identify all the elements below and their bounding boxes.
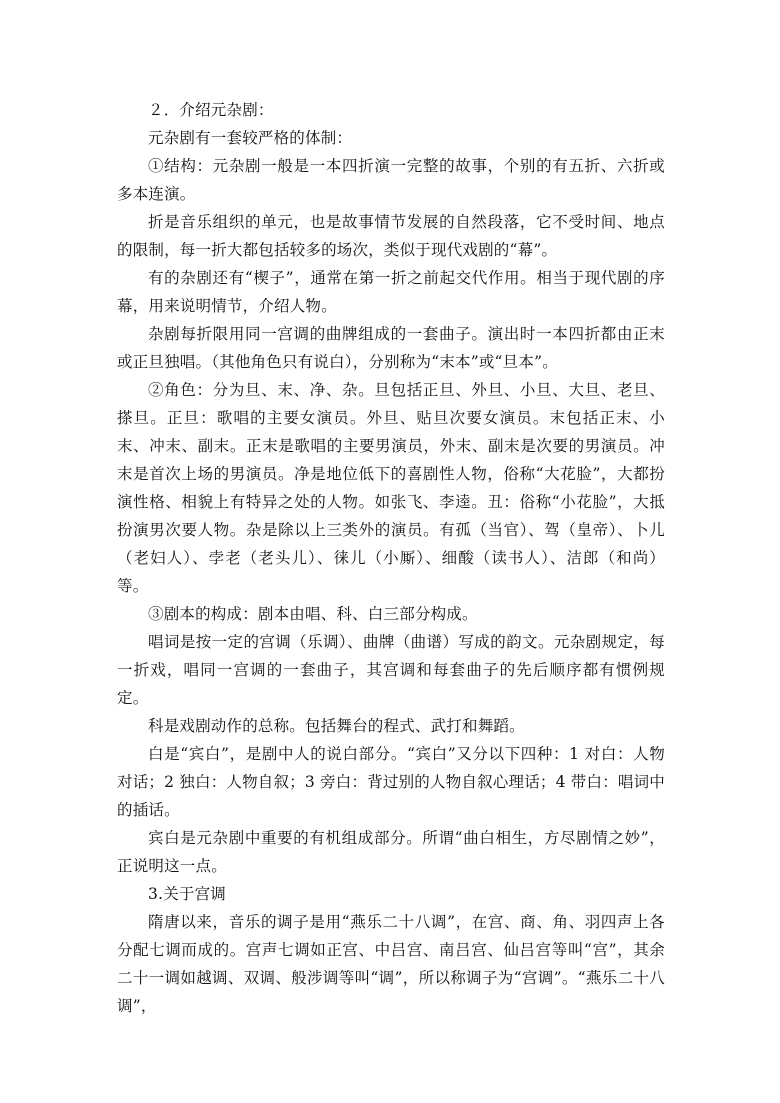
paragraph-zhe-unit: 折是音乐组织的单元，也是故事情节发展的自然段落，它不受时间、地点的限制，每一折大都包括较多的场次，类似于现代戏剧的“幕”。: [117, 213, 665, 259]
paragraph-binbai: 白是“宾白”，是剧中人的说白部分。“宾白”又分以下四种：1 对白：人物对话；2 独白：人物自叙；3 旁白：背过别的人物自叙心理话；4 带白：唱词中的插话。: [117, 745, 665, 819]
paragraph-ke: 科是戏剧动作的总称。包括舞台的程式、武打和舞蹈。: [148, 717, 525, 735]
paragraph-xiezi: 有的杂剧还有“楔子”，通常在第一折之前起交代作用。相当于现代剧的序幕，用来说明情节，介绍人物。: [117, 269, 665, 315]
document-body: [117, 96, 665, 1020]
paragraph-lyrics: 唱词是按一定的宫调（乐调）、曲牌（曲谱）写成的韵文。元杂剧规定，每一折戏，唱同一宫调的一套曲子，其宫调和每套曲子的先后顺序都有惯例规定。: [117, 633, 665, 707]
heading-gongdiao: 3.关于宫调: [148, 885, 226, 903]
heading-introduce-yuan-zaju: ２．介绍元杂剧：: [148, 101, 274, 119]
paragraph-system-intro: 元杂剧有一套较严格的体制：: [148, 129, 353, 147]
paragraph-binbai-importance: 宾白是元杂剧中重要的有机组成部分。所谓“曲白相生，方尽剧情之妙”，正说明这一点。: [117, 829, 665, 875]
paragraph-script-composition: ③剧本的构成：剧本由唱、科、白三部分构成。: [148, 605, 478, 623]
paragraph-structure: ①结构：元杂剧一般是一本四折演一完整的故事，个别的有五折、六折或多本连演。: [117, 157, 665, 203]
paragraph-gongdiao: 隋唐以来，音乐的调子是用“燕乐二十八调”，在宫、商、角、羽四声上各分配七调而成的。宫声七调如正宫、中吕宫、南吕宫、仙吕宫等叫“宫”，其余二十一调如越调、双调、般涉调等叫“调”，所以称调子为“宫调”。“燕乐二十八调”，: [117, 913, 665, 1015]
paragraph-qupai: 杂剧每折限用同一宫调的曲牌组成的一套曲子。演出时一本四折都由正末或正旦独唱。（其他角色只有说白），分别称为“末本”或“旦本”。: [117, 325, 665, 371]
paragraph-roles: ②角色：分为旦、末、净、杂。旦包括正旦、外旦、小旦、大旦、老旦、搽旦。正旦：歌唱的主要女演员。外旦、贴旦次要女演员。末包括正末、小末、冲末、副末。正末是歌唱的主要男演员，外末、副末是次要的男演员。冲末是首次上场的男演员。净是地位低下的喜剧性人物，俗称“大花脸”，大都扮演性格、相貌上有特异之处的人物。如张飞、李逵。丑：俗称“小花脸”，大抵扮演男次要人物。杂是除以上三类外的演员。有孤（当官）、驾（皇帝）、卜儿（老妇人）、孛老（老头儿）、徕儿（小厮）、细酸（读书人）、洁郎（和尚）等。: [117, 381, 665, 595]
